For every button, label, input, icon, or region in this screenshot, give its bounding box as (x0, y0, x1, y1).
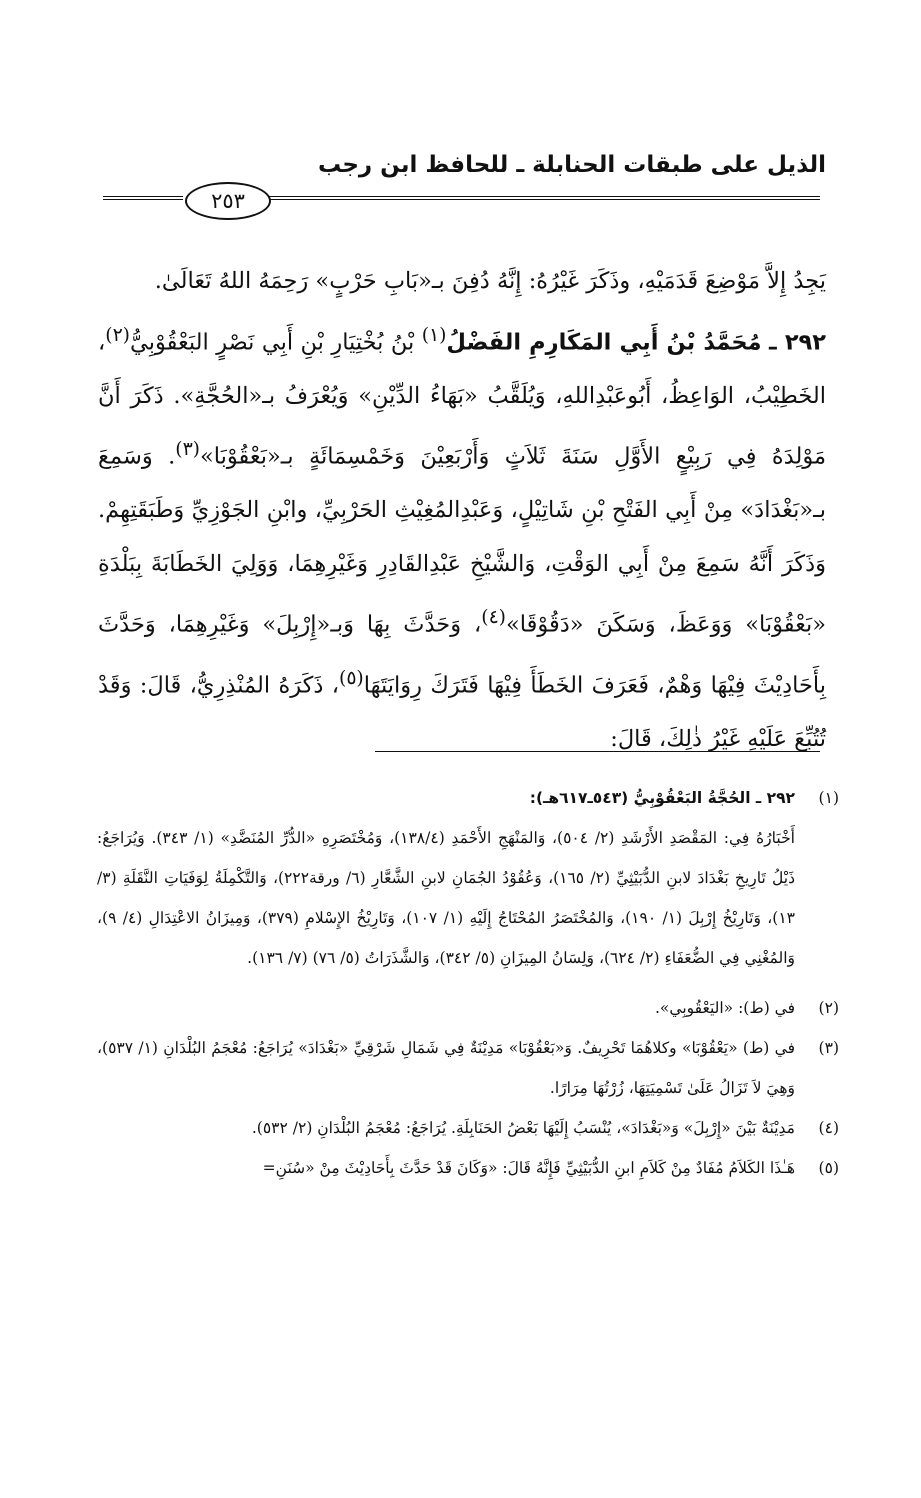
footnote-separator (375, 751, 820, 752)
running-header-title: الذيل على طبقات الحنابلة ـ للحافظ ابن رجب (317, 152, 826, 178)
body-text (98, 255, 826, 767)
footnote-text: هَـٰذَا الكَلاَمُ مُفَادٌ مِنْ كَلاَمِ ابنِ الدُّبَيْثِيِّ فَإِنَّهُ قَالَ: «وَكَانَ قَدْ حَدَّثَ بِأَحَادِيْثَ مِنْ «سُنَنِ= (262, 1159, 795, 1177)
entry-text-d: ، وَحَدَّثَ بِهَا وَبـ«إِرْبِلَ» وَغَيْرِهِمَا، وَحَدَّثَ بِأَحَادِيْثَ فِيْهَا وَهْمٌ، فَعَرَفَ الخَطَأَ فِيْهَا فَتَرَكَ رِوَايَتَهَا (98, 611, 827, 699)
entry-lineage: بْنُ بُخْتِيَارِ بْنِ أَبِي نَصْرٍ البَعْقُوْبِيُّ (130, 329, 415, 355)
footnote-text: مَدِيْنَةٌ بَيْنَ «إِرْبِلَ» وَ«بَغْدَادَ»، يُنْسَبُ إِلَيْهَا بَعْضُ الحَنَابِلَةِ. يُرَاجَعُ: مُعْجَمُ البُلْدَانِ (٢/ ٥٣٢). (251, 1119, 795, 1137)
footnote-number: (٣) (818, 1039, 839, 1057)
header-rule-left (103, 196, 183, 200)
entry-text-e: ، ذَكَرَهُ المُنْذِرِيُّ، قَالَ: وَقَدْ تُتُبِّعَ عَلَيْهِ غَيْرُ ذٰلِكَ، قَالَ: (98, 672, 826, 752)
entry-number: ٢٩٢ ـ (769, 329, 827, 355)
footnote-ref-5: (٥) (339, 668, 364, 689)
header-rule-right (268, 196, 820, 200)
footnote-5 (97, 1148, 839, 1188)
footnote-1 (97, 778, 839, 978)
footnote-ref-4: (٤) (481, 607, 506, 628)
footnote-number: (١) (818, 789, 839, 807)
footnote-number: (٥) (818, 1159, 839, 1177)
entry-text-c: . وَسَمِعَ بـ«بَغْدَادَ» مِنْ أَبِي الفَتْحِ بْنِ شَاتِيْلٍ، وَعَبْدِالمُغِيْثِ الحَرْبِيِّ، وابْنِ الجَوْزِيِّ وَطَبَقَتِهِمْ. وَذَكَرَ أَنَّهُ سَمِعَ مِنْ أَبِي الوَقْتِ، وَالشَّيْخِ عَبْدِالقَادِرِ وَغَيْرِهِمَا، وَوَلِيَ الخَطَابَةَ بِبَلْدَةِ «بَعْقُوْبَا» وَوَعَظَ، وَسَكَنَ «دَقُوْقَا» (98, 443, 826, 638)
footnote-number: (٢) (818, 999, 839, 1017)
footnote-2 (97, 988, 839, 1028)
footnote-body (97, 778, 795, 978)
footnotes (97, 778, 839, 1188)
paragraph-continuation: يَجِدُ إِلاَّ مَوْضِعَ قَدَمَيْهِ، وذَكَرَ غَيْرُهُ: إِنَّهُ دُفِنَ بـ«بَابِ حَرْبٍ» رَحِمَهُ اللهُ تَعَالَىٰ. (154, 268, 826, 294)
entry-name: مُحَمَّدُ بْنُ أَبِي المَكَارِمِ الفَضْلُ (446, 329, 762, 355)
footnote-ref-1: (١) (421, 324, 447, 346)
page-number: ٢٥٣ (185, 182, 271, 220)
footnote-3 (97, 1028, 839, 1108)
footnote-number: (٤) (818, 1119, 839, 1137)
entry-text-b: ، الخَطِيْبُ، الوَاعِظُ، أَبُوعَبْدِاللهِ، وَيُلَقَّبُ «بَهَاءُ الدِّيْنِ» وَيُعْرَفُ بـ«الحُجَّةِ». ذَكَرَ أَنَّ مَوْلِدَهُ فِي رَبِيْعٍ الأَوَّلِ سَنَةَ ثَلاَثٍ وَأَرْبَعِيْنَ وَخَمْسِمَائَةٍ بـ«بَعْقُوْبَا» (98, 329, 826, 470)
footnote-text: في (ط): «اليَعْقُوبِي». (655, 999, 795, 1017)
footnote-title: ٢٩٢ ـ الحُجَّةُ البَعْقُوْبِيُّ (٥٤٣ـ٦١٧هـ): (529, 789, 795, 807)
biography-entry (98, 309, 826, 767)
footnote-text: في (ط) «يَعْقُوْبَا» وكلاهُمَا تَحْرِيفٌ. وَ«بَعْقُوْبَا» مَدِيْنَةٌ فِي شَمَالِ شَرْقِيِّ «بَغْدَادَ» يُرَاجَعُ: مُعْجَمُ البُلْدَانِ (١/ ٥٣٧)، وَهِيَ لاَ تَزَالُ عَلَىٰ تَسْمِيَتِهَا، زُرْتُهَا مِرَارًا. (97, 1039, 795, 1097)
footnote-ref-3: (٣) (175, 439, 200, 460)
footnote-4 (97, 1108, 839, 1148)
footnote-ref-2: (٢) (105, 324, 130, 346)
footnote-text: أَخْبَارُهُ فِي: المَقْصَدِ الأَرْشَدِ (٢/ ٥٠٤)، وَالمَنْهَجِ الأَحْمَدِ (١٣٨/٤)، وَمُخْتَصَرِهِ «الدُّرِّ المُنَضَّدِ» (١/ ٣٤٣). وَيُرَاجَعُ: ذَيْلُ تَارِيخِ بَغْدَادَ لابنِ الدُّبَيْثِيِّ (٢/ ١٦٥)، وَعُقُوْدُ الجُمَانِ لابنِ الشَّعَّارِ (٦/ ورقة٢٢٢)، وَالتَّكْمِلَةُ لِوَفَيَاتِ النَّقَلَةِ (٣/ ١٣)، وَتَارِيْخُ إِرْبِلَ (١/ ١٩٠)، وَالمُخْتَصَرُ المُحْتَاجُ إِلَيْهِ (١/ ١٠٧)، وَتَارِيْخُ الإِسْلامِ (٣٧٩)، وَمِيزَانُ الاعْتِدَالِ (٤/ ٩)، وَالمُغْنِي فِي الضُّعَفَاءِ (٢/ ٦٢٤)، وَلِسَانُ المِيزَانِ (٥/ ٣٤٢)، وَالشَّذَرَاتُ (٥/ ٧٦) (٧/ ١٣٦). (97, 829, 796, 967)
